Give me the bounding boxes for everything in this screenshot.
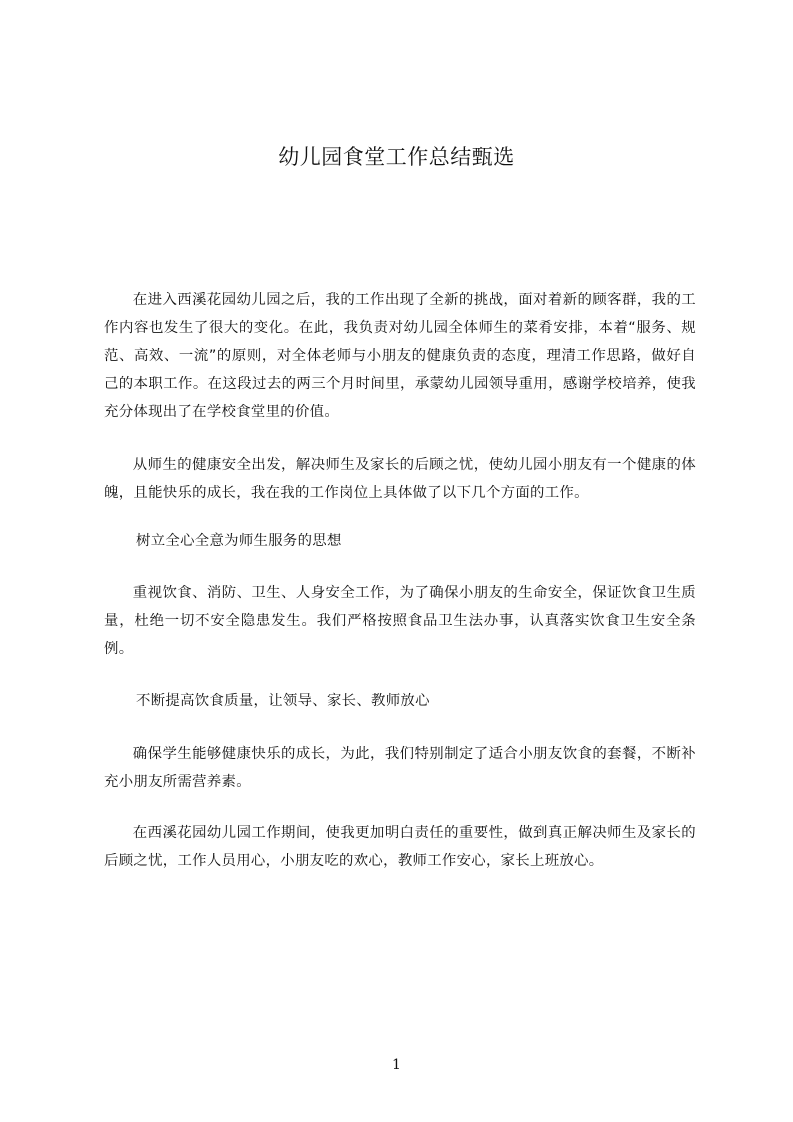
paragraph-safety: 重视饮食、消防、卫生、人身安全工作，为了确保小朋友的生命安全，保证饮食卫生质量，杜绝一切不安全隐患发生。我们严格按照食品卫生法办事，认真落实饮食卫生安全条例。 bbox=[104, 585, 696, 657]
section-heading-quality: 不断提高饮食质量，让领导、家长、教师放心 bbox=[136, 693, 430, 709]
paragraph-intro: 在进入西溪花园幼儿园之后，我的工作出现了全新的挑战，面对着新的顾客群，我的工作内容也发生了很大的变化。在此，我负责对幼儿园全体师生的菜肴安排，本着“服务、规范、高效、一流”的原则，对全体老师与小朋友的健康负责的态度，理清工作思路，做好自己的本职工作。在这段过去的两三个月时间里，承蒙幼儿园领导重用，感谢学校培养，使我充分体现出了在学校食堂里的价值。 bbox=[104, 292, 696, 420]
section-heading-service: 树立全心全意为师生服务的思想 bbox=[136, 533, 342, 549]
paragraph-nutrition: 确保学生能够健康快乐的成长，为此，我们特别制定了适合小朋友饮食的套餐，不断补充小朋友所需营养素。 bbox=[104, 746, 696, 790]
page-number: 1 bbox=[392, 1057, 401, 1073]
paragraph-purpose: 从师生的健康安全出发，解决师生及家长的后顾之忧，使幼儿园小朋友有一个健康的体魄，且能快乐的成长，我在我的工作岗位上具体做了以下几个方面的工作。 bbox=[104, 457, 696, 501]
paragraph-conclusion: 在西溪花园幼儿园工作期间，使我更加明白责任的重要性，做到真正解决师生及家长的后顾之忧，工作人员用心，小朋友吃的欢心，教师工作安心，家长上班放心。 bbox=[104, 825, 696, 869]
document-title: 幼儿园食堂工作总结甄选 bbox=[278, 145, 515, 169]
